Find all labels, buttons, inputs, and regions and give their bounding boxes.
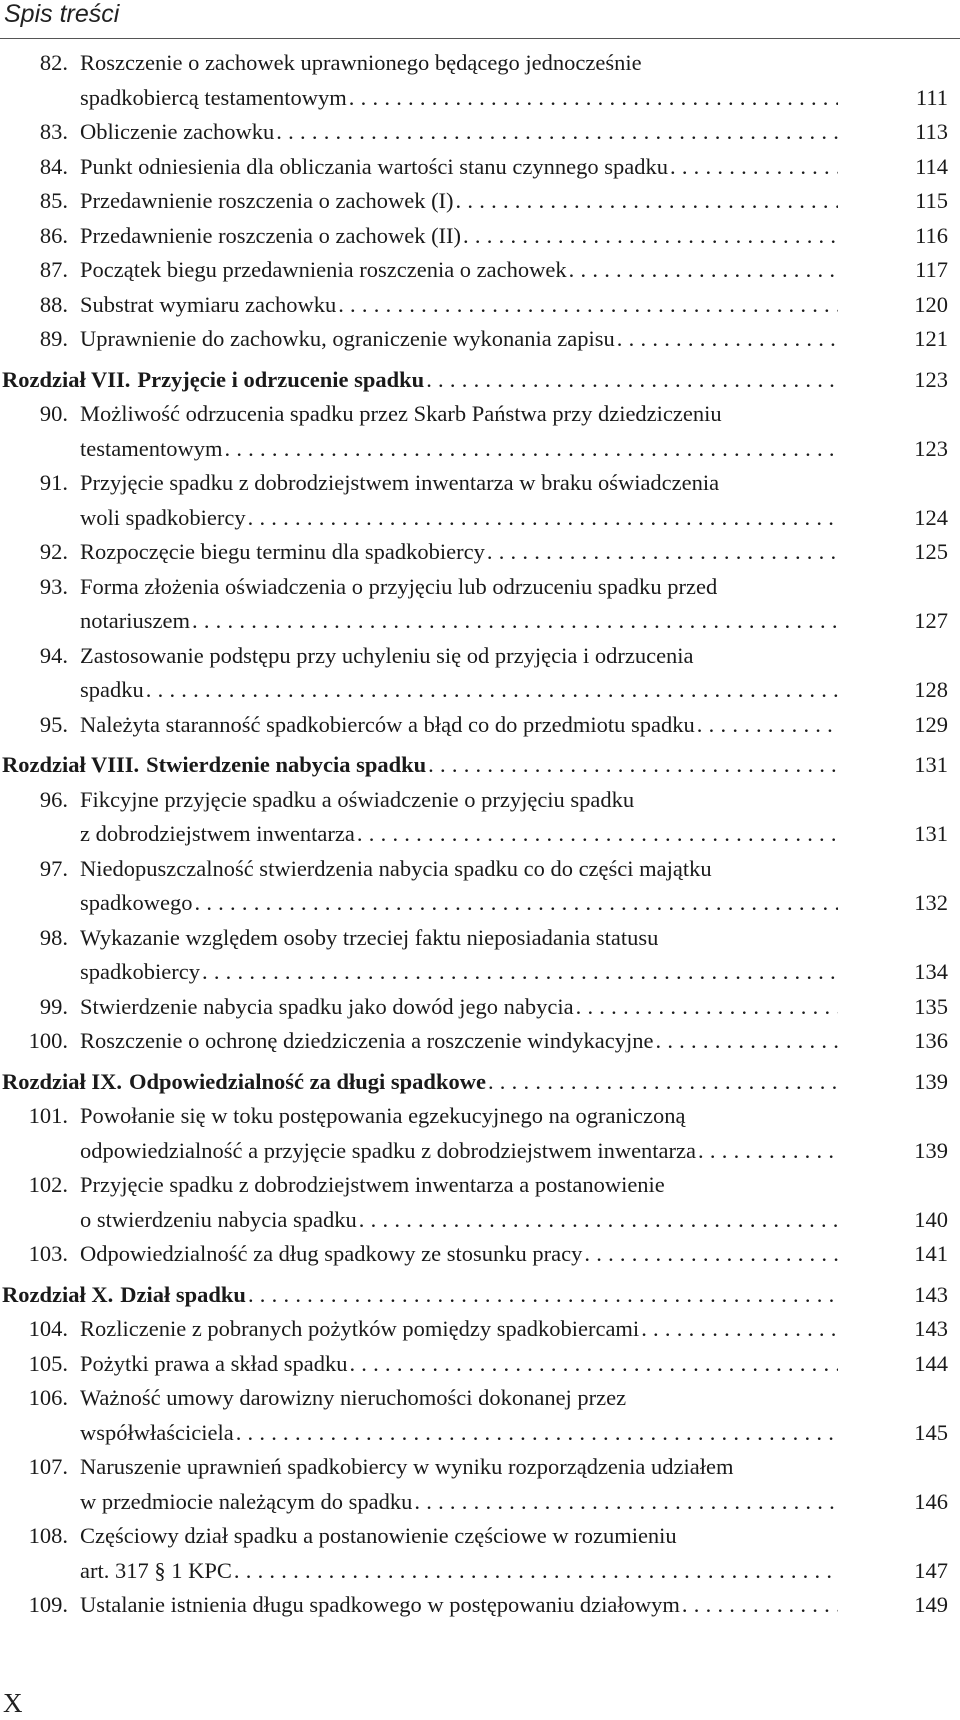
- entry-title: Substrat wymiaru zachowku: [80, 291, 337, 317]
- entry-title: w przedmiocie należącym do spadku: [80, 1488, 413, 1514]
- toc-entry-row[interactable]: [0, 921, 960, 956]
- entry-number: 95.: [39, 711, 68, 737]
- chapter-title: Dział spadku: [120, 1281, 246, 1307]
- page-reference: 127: [914, 608, 948, 633]
- toc-entry-row[interactable]: [0, 1237, 960, 1272]
- toc-entry-row[interactable]: [0, 604, 960, 639]
- page-reference: 131: [914, 821, 948, 846]
- toc-entry-row[interactable]: [0, 990, 960, 1025]
- entry-title: spadku: [80, 677, 144, 702]
- toc-entry-row[interactable]: [0, 1312, 960, 1347]
- page-reference: 113: [915, 119, 948, 144]
- page-reference: 149: [914, 1592, 948, 1617]
- entry-title: Powołanie się w toku postępowania egzekucyjnego na ograniczoną: [80, 1103, 686, 1128]
- toc-entry-row[interactable]: [0, 46, 960, 81]
- entry-number: 97.: [39, 855, 68, 881]
- entry-title: Przedawnienie roszczenia o zachowek (I): [80, 188, 454, 213]
- page-reference: 143: [914, 1281, 948, 1307]
- page-reference: 124: [914, 504, 948, 530]
- toc-entry-row[interactable]: [0, 466, 960, 501]
- chapter-title: Przyjęcie i odrzucenie spadku: [137, 366, 425, 392]
- page-reference: 140: [914, 1206, 948, 1232]
- toc-entry-row[interactable]: [0, 570, 960, 605]
- entry-title: Stwierdzenie nabycia spadku jako dowód jego nabycia: [80, 993, 574, 1019]
- entry-number: 107.: [28, 1454, 68, 1479]
- page-reference: 116: [915, 222, 948, 248]
- entry-number: 103.: [28, 1241, 68, 1266]
- entry-number: 90.: [39, 401, 68, 426]
- entry-title: Uprawnienie do zachowku, ograniczenie wykonania zapisu: [80, 326, 615, 351]
- toc-entry-row[interactable]: [0, 288, 960, 323]
- toc-entry-row[interactable]: [0, 115, 960, 150]
- header-rule: [0, 38, 960, 39]
- entry-number: 94.: [39, 642, 68, 668]
- page-reference: 136: [914, 1028, 948, 1053]
- entry-title: Przyjęcie spadku z dobrodziejstwem inwentarza a postanowienie: [80, 1172, 665, 1197]
- entry-title: Naruszenie uprawnień spadkobiercy w wyniku rozporządzenia udziałem: [80, 1454, 734, 1479]
- toc-chapter-row[interactable]: [0, 363, 960, 398]
- entry-title: Obliczenie zachowku: [80, 119, 275, 144]
- entry-title: art. 317 § 1 KPC: [80, 1557, 232, 1583]
- page-reference: 114: [915, 153, 948, 179]
- entry-number: 106.: [28, 1385, 68, 1410]
- page-reference: 139: [914, 1068, 948, 1094]
- entry-title: Odpowiedzialność za dług spadkowy ze stosunku pracy: [80, 1241, 583, 1266]
- entry-number: 88.: [39, 291, 68, 317]
- entry-title: spadkobiercą testamentowym: [80, 84, 347, 110]
- page-reference: 141: [914, 1241, 948, 1266]
- page-reference: 128: [914, 677, 948, 702]
- page-reference: 139: [914, 1137, 948, 1163]
- chapter-number: Rozdział X.: [2, 1281, 114, 1307]
- entry-title: spadkobiercy: [80, 959, 200, 984]
- toc-entry-row[interactable]: [0, 397, 960, 432]
- page-reference: 111: [915, 84, 948, 110]
- entry-title: Ustalanie istnienia długu spadkowego w postępowaniu działowym: [80, 1592, 680, 1617]
- entry-title: z dobrodziejstwem inwentarza: [80, 821, 355, 846]
- entry-title: Wykazanie względem osoby trzeciej faktu nieposiadania statusu: [80, 924, 659, 950]
- page-reference: 117: [915, 257, 948, 282]
- entry-title: Częściowy dział spadku a postanowienie częściowe w rozumieniu: [80, 1523, 677, 1548]
- toc-entry-row[interactable]: [0, 535, 960, 570]
- chapter-number: Rozdział VII.: [2, 366, 131, 392]
- toc-entry-row[interactable]: [0, 708, 960, 743]
- toc-entry-row[interactable]: [0, 1450, 960, 1485]
- entry-title: Forma złożenia oświadczenia o przyjęciu lub odrzuceniu spadku przed: [80, 573, 718, 599]
- entry-title: odpowiedzialność a przyjęcie spadku z dobrodziejstwem inwentarza: [80, 1137, 697, 1163]
- entry-number: 108.: [28, 1523, 68, 1548]
- toc-chapter-row[interactable]: [0, 1278, 960, 1313]
- toc-entry-row[interactable]: [0, 1381, 960, 1416]
- entry-number: 104.: [28, 1316, 68, 1341]
- toc-entry-row[interactable]: [0, 150, 960, 185]
- toc-entry-row[interactable]: [0, 639, 960, 674]
- chapter-number: Rozdział VIII.: [2, 752, 140, 777]
- entry-title: Zastosowanie podstępu przy uchyleniu się od przyjęcia i odrzucenia: [80, 642, 694, 668]
- entry-title: Przedawnienie roszczenia o zachowek (II): [80, 222, 462, 248]
- chapter-title: Stwierdzenie nabycia spadku: [146, 752, 427, 777]
- page-reference: 121: [914, 326, 948, 351]
- entry-number: 101.: [28, 1103, 68, 1128]
- entry-title: testamentowym: [80, 435, 223, 461]
- entry-title: Przyjęcie spadku z dobrodziejstwem inwentarza w braku oświadczenia: [80, 470, 720, 495]
- page-reference: 146: [914, 1488, 948, 1514]
- page-reference: 147: [914, 1557, 948, 1583]
- toc-entry-row[interactable]: [0, 432, 960, 467]
- entry-title: Początek biegu przedawnienia roszczenia o zachowek: [80, 257, 567, 282]
- chapter-number: Rozdział IX.: [2, 1068, 122, 1094]
- entry-number: 87.: [39, 257, 68, 282]
- entry-title: Pożytki prawa a skład spadku: [80, 1350, 348, 1376]
- entry-title: Możliwość odrzucenia spadku przez Skarb Państwa przy dziedziczeniu: [80, 401, 722, 426]
- toc-entry-row[interactable]: [0, 1519, 960, 1554]
- toc-entry-row[interactable]: [0, 1485, 960, 1520]
- page-number: X: [3, 1688, 23, 1718]
- entry-title: Roszczenie o ochronę dziedziczenia a roszczenie windykacyjne: [80, 1028, 654, 1053]
- page-reference: 123: [914, 366, 948, 392]
- entry-title: notariuszem: [80, 608, 190, 633]
- toc-entry-row[interactable]: [0, 817, 960, 852]
- toc-entry-row[interactable]: [0, 1347, 960, 1382]
- toc-chapter-row[interactable]: [0, 1065, 960, 1100]
- entry-title: Fikcyjne przyjęcie spadku a oświadczenie o przyjęciu spadku: [80, 786, 635, 812]
- entry-title: o stwierdzeniu nabycia spadku: [80, 1206, 357, 1232]
- toc-entry-row[interactable]: [0, 1099, 960, 1134]
- toc-entry-row[interactable]: [0, 1024, 960, 1059]
- entry-number: 105.: [28, 1350, 68, 1376]
- toc-entry-row[interactable]: [0, 1168, 960, 1203]
- page-reference: 145: [914, 1419, 948, 1445]
- page-reference: 125: [914, 539, 948, 564]
- page-reference: 132: [914, 890, 948, 915]
- entry-number: 84.: [39, 153, 68, 179]
- running-header: Spis treści: [4, 0, 120, 28]
- entry-number: 91.: [39, 470, 68, 495]
- toc-entry-row[interactable]: [0, 1588, 960, 1623]
- entry-title: Niedopuszczalność stwierdzenia nabycia spadku co do części majątku: [80, 855, 712, 881]
- page-reference: 135: [914, 993, 948, 1019]
- toc-entry-row[interactable]: [0, 1203, 960, 1238]
- page-reference: 143: [914, 1316, 948, 1341]
- entry-title: Punkt odniesienia dla obliczania wartości stanu czynnego spadku: [80, 153, 668, 179]
- entry-number: 96.: [39, 786, 68, 812]
- toc-entry-row[interactable]: [0, 1416, 960, 1451]
- page-reference: 120: [914, 291, 948, 317]
- toc-entry-row[interactable]: [0, 322, 960, 357]
- entry-number: 82.: [39, 50, 68, 75]
- entry-number: 93.: [39, 573, 68, 599]
- entry-title: Rozliczenie z pobranych pożytków pomiędzy spadkobiercami: [80, 1316, 640, 1341]
- entry-number: 109.: [28, 1592, 68, 1617]
- entry-title: spadkowego: [80, 890, 193, 915]
- page-reference: 134: [914, 959, 948, 984]
- toc-entry-row[interactable]: [0, 501, 960, 536]
- entry-title: woli spadkobiercy: [80, 504, 246, 530]
- entry-number: 86.: [39, 222, 68, 248]
- entry-title: Ważność umowy darowizny nieruchomości dokonanej przez: [80, 1385, 627, 1410]
- entry-number: 102.: [28, 1172, 68, 1197]
- toc-entry-row[interactable]: [0, 886, 960, 921]
- toc-entry-row[interactable]: [0, 219, 960, 254]
- entry-title: Rozpoczęcie biegu terminu dla spadkobiercy: [80, 539, 485, 564]
- entry-number: 89.: [39, 326, 68, 351]
- toc-entry-row[interactable]: [0, 673, 960, 708]
- toc-entry-row[interactable]: [0, 1134, 960, 1169]
- entry-number: 100.: [28, 1028, 68, 1053]
- chapter-title: Odpowiedzialność za długi spadkowe: [129, 1068, 486, 1094]
- page-reference: 115: [915, 188, 948, 213]
- toc-chapter-row[interactable]: [0, 748, 960, 783]
- entry-number: 92.: [39, 539, 68, 564]
- page-reference: 123: [914, 435, 948, 461]
- entry-number: 85.: [39, 188, 68, 213]
- table-of-contents: [0, 46, 960, 1623]
- entry-title: Roszczenie o zachowek uprawnionego będącego jednocześnie: [80, 50, 642, 75]
- entry-title: Należyta staranność spadkobierców a błąd co do przedmiotu spadku: [80, 711, 695, 737]
- page-reference: 144: [914, 1350, 948, 1376]
- toc-entry-row[interactable]: [0, 852, 960, 887]
- page-reference: 131: [914, 752, 948, 777]
- entry-number: 98.: [39, 924, 68, 950]
- toc-entry-row[interactable]: [0, 253, 960, 288]
- toc-entry-row[interactable]: [0, 783, 960, 818]
- toc-entry-row[interactable]: [0, 184, 960, 219]
- page-reference: 129: [914, 711, 948, 737]
- toc-entry-row[interactable]: [0, 81, 960, 116]
- toc-entry-row[interactable]: [0, 1554, 960, 1589]
- toc-entry-row[interactable]: [0, 955, 960, 990]
- entry-number: 99.: [39, 993, 68, 1019]
- entry-title: współwłaściciela: [80, 1419, 234, 1445]
- entry-number: 83.: [39, 119, 68, 144]
